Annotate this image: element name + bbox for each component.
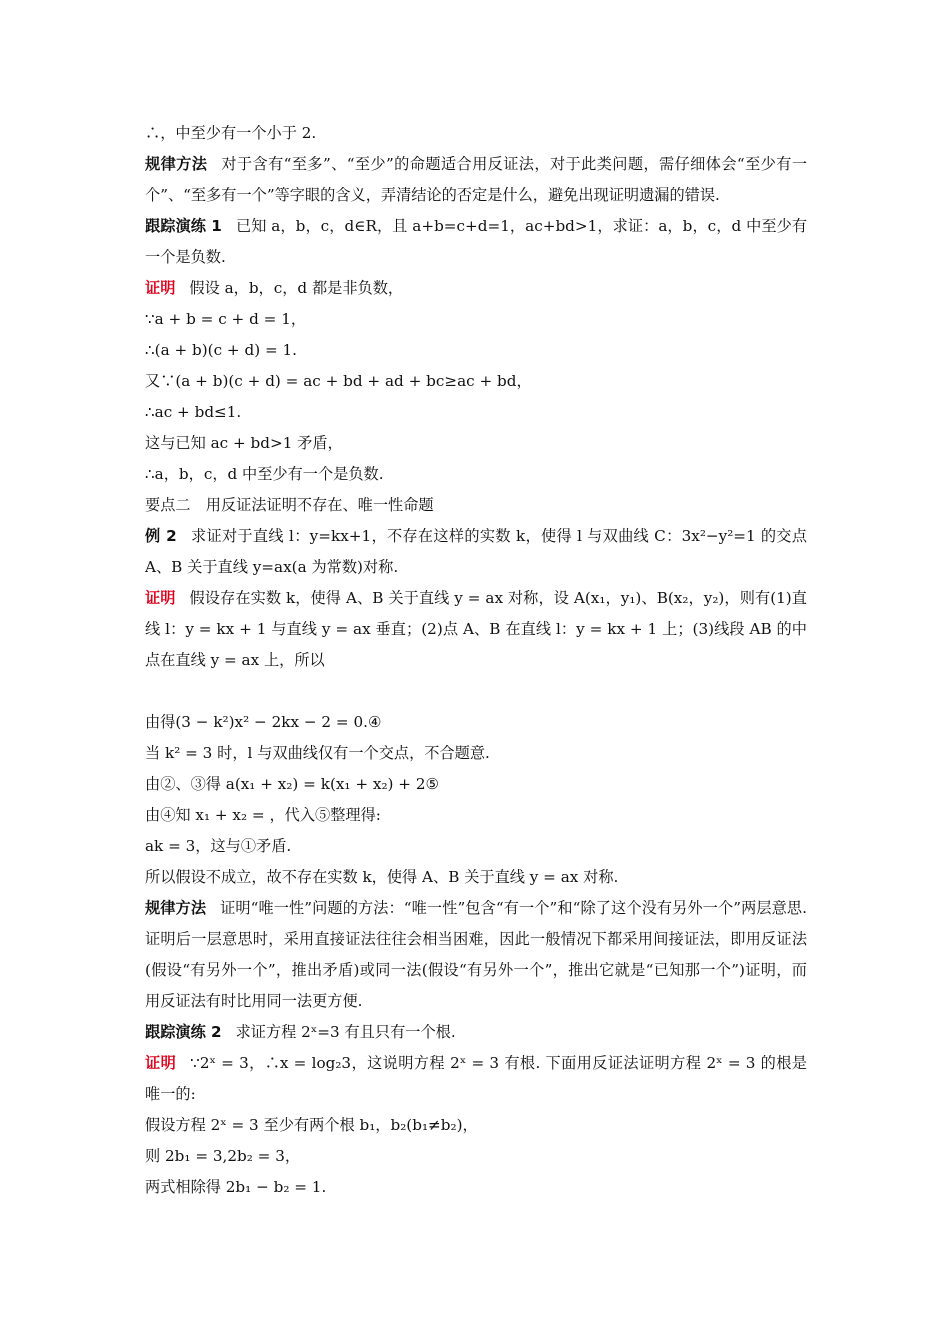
example-2: 例 2 求证对于直线 l：y=kx+1，不存在这样的实数 k，使得 l 与双曲线 C：3x²−y²=1 的交点 A、B 关于直线 y=ax(a 为常数)对称. — [145, 527, 807, 576]
proof-1-line: ∴ac + bd≤1. — [145, 403, 242, 421]
line-conclusion: ∴，中至少有一个小于 2. — [145, 124, 317, 142]
document-page — [145, 118, 807, 1203]
proof-3-line: 假设方程 2ˣ = 3 至少有两个根 b₁，b₂(b₁≠b₂)， — [145, 1116, 478, 1134]
proof-2-line: 当 k² = 3 时，l 与双曲线仅有一个交点，不合题意. — [145, 744, 490, 762]
method-note-1: 规律方法 对于含有“至多”、“至少”的命题适合用反证法，对于此类问题，需仔细体会“至少有一个”、“至多有一个”等字眼的含义，弄清结论的否定是什么，避免出现证明遗漏的错误. — [145, 155, 808, 204]
label-proof: 证明 — [145, 1054, 177, 1072]
exercise-1: 跟踪演练 1 已知 a，b，c，d∈R，且 a+b=c+d=1，ac+bd>1，求证：a，b，c，d 中至少有一个是负数. — [145, 217, 808, 266]
section-heading: 要点二 用反证法证明不存在、唯一性命题 — [145, 496, 434, 514]
proof-3-start: 证明 ∵2ˣ = 3，∴x = log₂3，这说明方程 2ˣ = 3 有根. 下面用反证法证明方程 2ˣ = 3 的根是唯一的: — [145, 1054, 807, 1103]
label-proof: 证明 — [145, 589, 176, 607]
method-note-2: 规律方法 证明“唯一性”问题的方法：“唯一性”包含“有一个”和“除了这个没有另外一个”两层意思. 证明后一层意思时，采用直接证法往往会相当困难，因此一般情况下都采用间接证法，即用反证法(假设“有另外一个”，推出矛盾)或同一法(假设“有另外一个”，推出它就是“已知那一个”)证明，而用反证法有时比用同一法更方便. — [145, 899, 807, 1010]
proof-2-line: 由得(3 − k²)x² − 2kx − 2 = 0.④ — [145, 713, 382, 731]
proof-2-line: 由②、③得 a(x₁ + x₂) = k(x₁ + x₂) + 2⑤ — [145, 775, 440, 793]
label-example-2: 例 2 — [145, 527, 177, 545]
proof-1-line: 这与已知 ac + bd>1 矛盾， — [145, 434, 343, 452]
proof-3-line: 两式相除得 2b₁ − b₂ = 1. — [145, 1178, 327, 1196]
label-proof: 证明 — [145, 279, 176, 297]
blank-gap — [145, 676, 807, 707]
proof-3-line: 则 2b₁ = 3,2b₂ = 3， — [145, 1147, 301, 1165]
proof-1-start: 证明 假设 a，b，c，d 都是非负数， — [145, 279, 404, 297]
proof-1-line: ∴(a + b)(c + d) = 1. — [145, 341, 298, 359]
proof-1-line: 又∵(a + b)(c + d) = ac + bd + ad + bc≥ac + bd， — [145, 372, 532, 390]
label-method: 规律方法 — [145, 899, 207, 917]
label-exercise-2: 跟踪演练 2 — [145, 1023, 222, 1041]
proof-2-line: 所以假设不成立，故不存在实数 k，使得 A、B 关于直线 y = ax 对称. — [145, 868, 619, 886]
proof-2-line: 由④知 x₁ + x₂ = ，代入⑤整理得: — [145, 806, 381, 824]
exercise-2: 跟踪演练 2 求证方程 2ˣ=3 有且只有一个根. — [145, 1023, 456, 1041]
label-method: 规律方法 — [145, 155, 208, 173]
proof-2-line: ak = 3，这与①矛盾. — [145, 837, 292, 855]
label-exercise-1: 跟踪演练 1 — [145, 217, 222, 235]
proof-2-start: 证明 假设存在实数 k，使得 A、B 关于直线 y = ax 对称，设 A(x₁，y₁)、B(x₂，y₂)，则有(1)直线 l：y = kx + 1 与直线 y = ax 垂直；(2)点 A、B 在直线 l：y = kx + 1 上；(3)线段 AB 的中点在直线 y = ax 上，所以 — [145, 589, 807, 669]
proof-1-line: ∵a + b = c + d = 1， — [145, 310, 307, 328]
proof-1-line: ∴a，b，c，d 中至少有一个是负数. — [145, 465, 384, 483]
